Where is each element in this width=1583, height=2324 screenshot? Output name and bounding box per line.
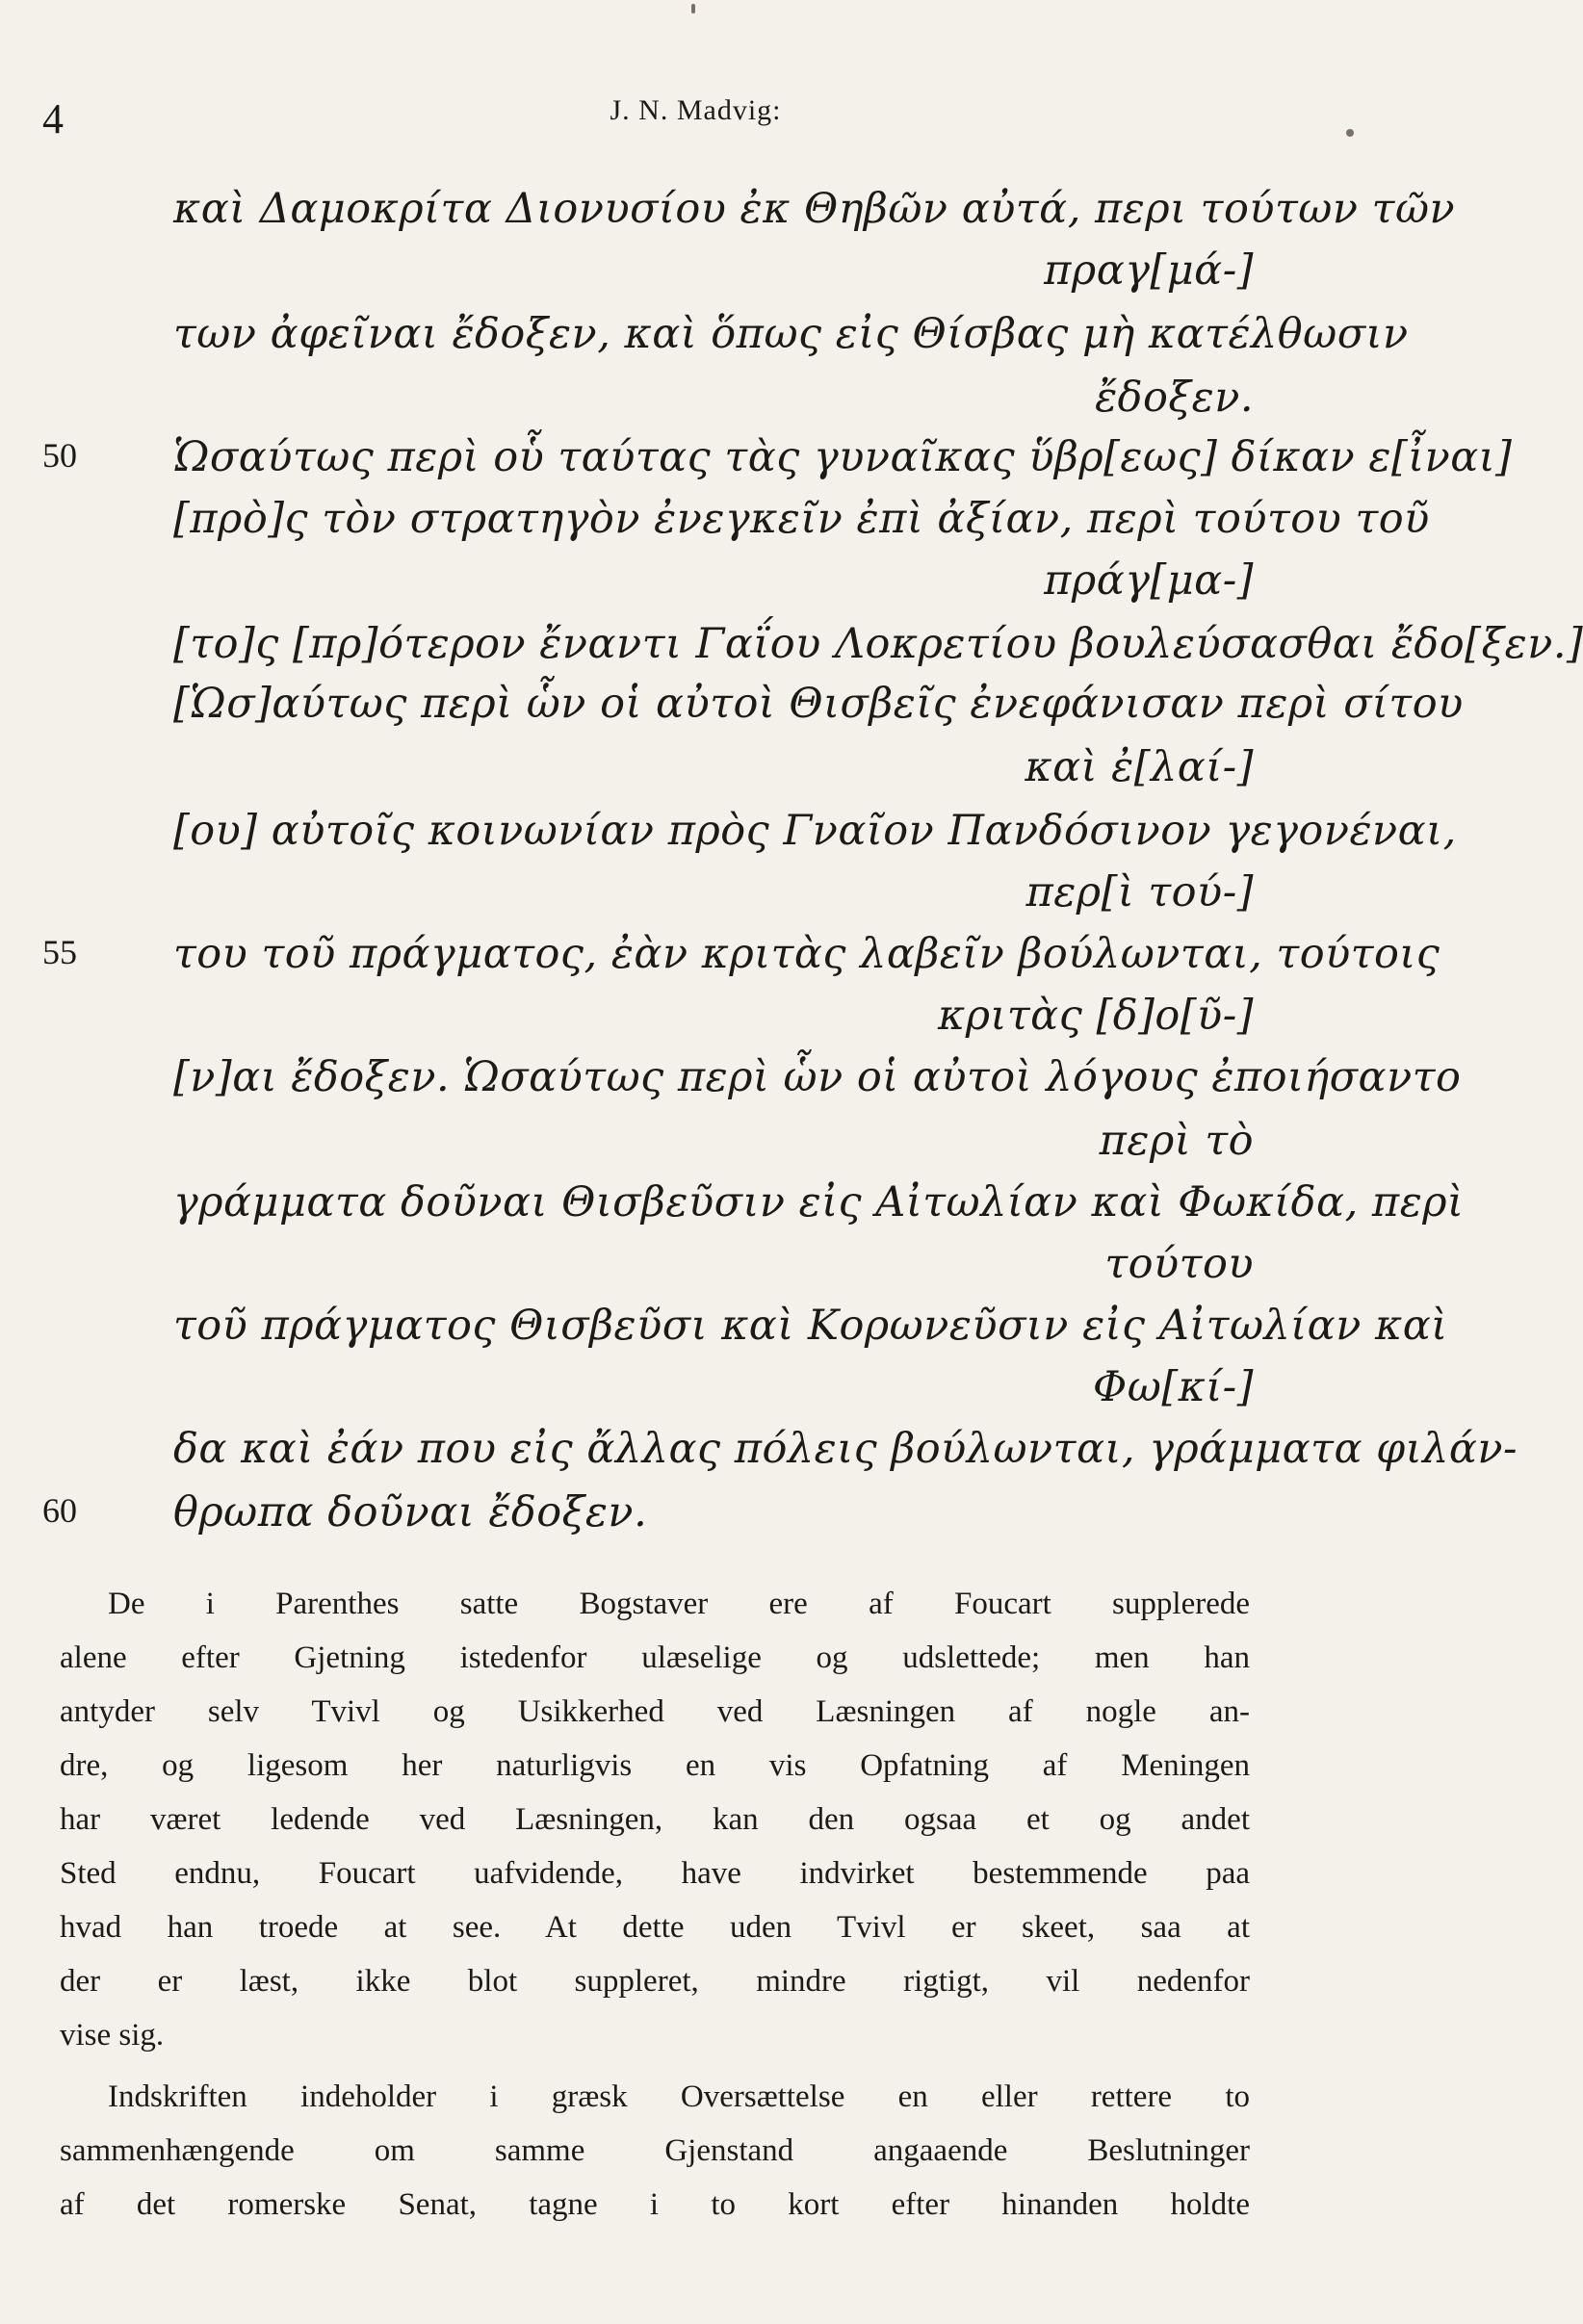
running-head: J. N. Madvig: — [610, 94, 782, 126]
page-header — [0, 89, 1391, 142]
paragraph-line: har været ledende ved Læsningen, kan den ogsaa et og andet — [60, 1802, 1250, 1837]
greek-line: του τοῦ πράγματος, ἐὰν κριτὰς λαβεῖν βούλωνται, τούτοις — [173, 930, 1440, 978]
line-number-55: 55 — [42, 933, 77, 971]
line-number-50: 50 — [42, 436, 77, 475]
greek-line: [το]ς [πρ]ότερον ἔναντι Γαΐου Λοκρετίου βουλεύσασθαι ἔδο[ξεν.] — [173, 620, 1583, 668]
paragraph-line: af det romerske Senat, tagne i to kort efter hinanden holdte — [60, 2187, 1250, 2222]
greek-line-continuation: ἔδοξεν. — [1095, 374, 1254, 422]
greek-line-continuation: πραγ[μά-] — [1044, 246, 1254, 295]
greek-line: [Ὡσ]αύτως περὶ ὧν οἱ αὐτοὶ Θισβεῖς ἐνεφάνισαν περὶ σίτου — [173, 680, 1464, 728]
greek-line: [ν]αι ἔδοξεν. Ὡσαύτως περὶ ὧν οἱ αὐτοὶ λόγους ἐποιήσαντο — [173, 1053, 1462, 1101]
page-number: 4 — [42, 95, 64, 142]
paragraph-line: vise sig. — [60, 2018, 165, 2053]
greek-line: των ἀφεῖναι ἔδοξεν, καὶ ὅπως εἰς Θίσβας μὴ κατέλθωσιν — [173, 310, 1409, 358]
paragraph-line: der er læst, ikke blot suppleret, mindre rigtigt, vil nedenfor — [60, 1964, 1250, 1999]
greek-line-continuation: Φω[κί-] — [1093, 1363, 1254, 1411]
greek-line-continuation: περὶ τὸ — [1099, 1117, 1254, 1165]
greek-line: θρωπα δοῦναι ἔδοξεν. — [173, 1488, 648, 1536]
paragraph-line: hvad han troede at see. At dette uden Tvivl er skeet, saa at — [60, 1910, 1250, 1945]
greek-line: δα καὶ ἐάν που εἰς ἄλλας πόλεις βούλωνται, γράμματα φιλάν- — [173, 1425, 1518, 1473]
paragraph-line: Sted endnu, Foucart uafvidende, have indvirket bestemmende paa — [60, 1856, 1250, 1891]
paragraph-line: antyder selv Tvivl og Usikkerhed ved Læsningen af nogle an- — [60, 1694, 1250, 1729]
print-speck — [1346, 129, 1354, 137]
line-number-60: 60 — [42, 1491, 77, 1530]
paragraph-line: Indskriften indeholder i græsk Oversættelse en eller rettere to — [108, 2079, 1250, 2114]
paragraph-line: De i Parenthes satte Bogstaver ere af Foucart supplerede — [108, 1587, 1250, 1621]
greek-line: καὶ Δαμοκρίτα Διονυσίου ἐκ Θηβῶν αὐτά, περι τούτων τῶν — [173, 185, 1456, 233]
paragraph-line: alene efter Gjetning istedenfor ulæselige og udslettede; men han — [60, 1640, 1250, 1675]
greek-line-continuation: περ[ὶ τού-] — [1025, 868, 1254, 917]
print-speck — [691, 4, 695, 13]
greek-line-continuation: τούτου — [1104, 1240, 1254, 1288]
greek-line: γράμματα δοῦναι Θισβεῦσιν εἰς Αἰτωλίαν καὶ Φωκίδα, περὶ — [173, 1178, 1465, 1227]
greek-line: [πρὸ]ς τὸν στρατηγὸν ἐνεγκεῖν ἐπὶ ἀξίαν, περὶ τούτου τοῦ — [173, 495, 1430, 543]
greek-line-continuation: καὶ ἐ[λαί-] — [1025, 743, 1254, 791]
greek-line: [ου] αὐτοῖς κοινωνίαν πρὸς Γναῖον Πανδόσινον γεγονέναι, — [173, 807, 1457, 855]
paragraph-line: dre, og ligesom her naturligvis en vis Opfatning af Meningen — [60, 1748, 1250, 1783]
greek-line-continuation: πράγ[μα-] — [1044, 556, 1254, 605]
greek-line-continuation: κριτὰς [δ]ο[ῦ-] — [938, 992, 1254, 1040]
paragraph-line: sammenhængende om samme Gjenstand angaaende Beslutninger — [60, 2133, 1250, 2168]
greek-line: τοῦ πράγματος Θισβεῦσι καὶ Κορωνεῦσιν εἰς Αἰτωλίαν καὶ — [173, 1302, 1448, 1350]
greek-line: Ὡσαύτως περὶ οὗ ταύτας τὰς γυναῖκας ὕβρ[εως] δίκαν ε[ἶναι] — [173, 433, 1513, 481]
